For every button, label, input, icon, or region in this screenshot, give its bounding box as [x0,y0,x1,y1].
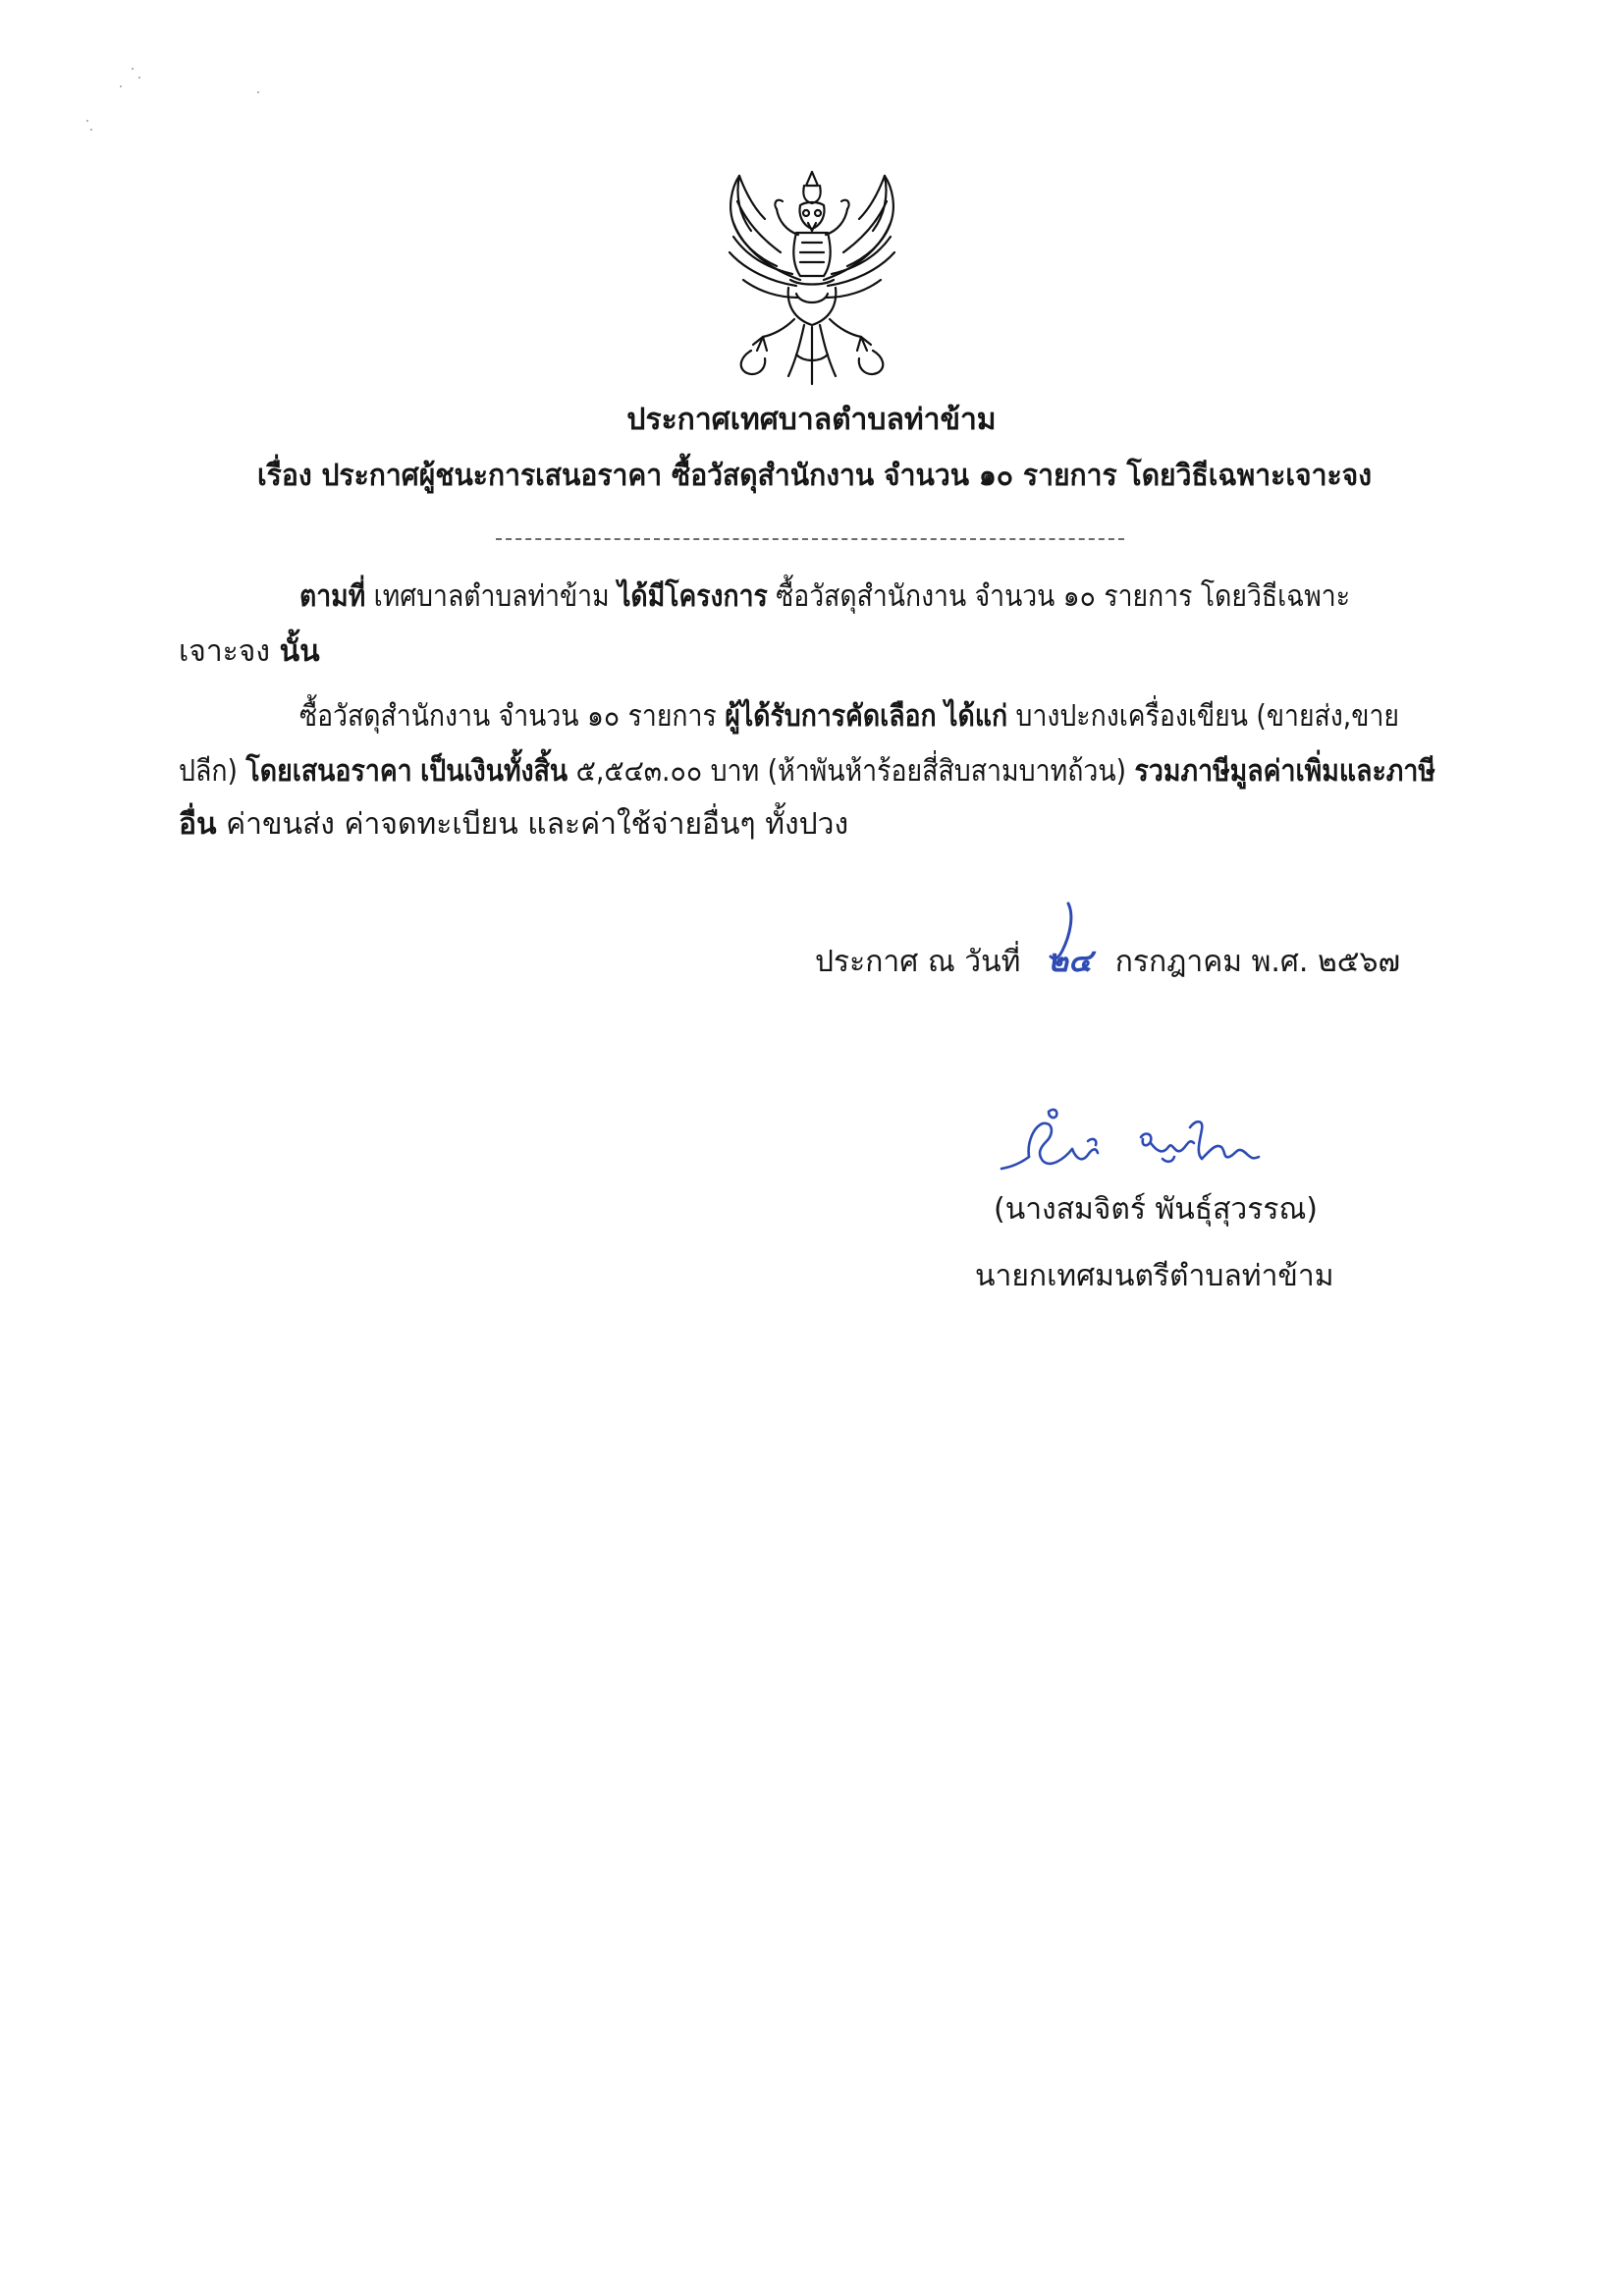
text-segment: ค่าขนส่ง ค่าจดทะเบียน และค่าใช้จ่ายอื่นๆ ทั้งปวง [216,807,849,842]
text-segment: เป็นเงินทั้งสิ้น [420,754,568,789]
text-segment: เรื่อง ประกาศผู้ชนะการเสนอราคา [257,459,673,493]
date-month-year: กรกฎาคม พ.ศ. ๒๕๖๗ [1114,945,1401,979]
scan-speck [138,77,140,79]
text-segment: นั้น [279,634,320,669]
body-line-1 [299,577,1350,617]
date-prefix: ประกาศ ณ วันที่ [815,945,1021,979]
body-line-3 [299,697,1399,737]
subject-line-inner [257,457,1372,496]
date-day-handwritten: ๒๔ [1047,942,1093,979]
text-segment: อื่น [179,807,217,842]
text-segment: เทศบาลตำบลท่าข้าม [365,579,619,614]
body-line-5-inner [179,805,848,845]
handwritten-day-stroke [1011,896,1119,990]
text-segment: ๕,๕๔๓.๐๐ บาท (ห้าพันห้าร้อยสี่สิบสามบาทถ้วน) [568,754,1135,789]
text-segment [937,699,945,734]
text-segment: ซื้อวัสดุสำนักงาน จำนวน ๑๐ รายการ [299,699,726,734]
signer-name: (นางสมจิตร์ พันธุ์สุวรรณ) [994,1192,1319,1227]
text-segment: ซื้อวัสดุสำนักงาน จำนวน ๑๐ รายการ โดยวิธีเฉพาะเจาะจง [672,459,1372,493]
text-segment: เจาะจง [179,634,280,669]
scan-speck [86,120,88,122]
body-line-4-inner [179,752,1435,792]
text-segment: ได้มีโครงการ [618,579,768,614]
text-segment: ปลีก) [179,754,246,789]
subject-line [257,457,1372,496]
text-segment: ผู้ได้รับการคัดเลือก [725,699,937,734]
body-line-2 [179,632,768,672]
garuda-emblem-icon [694,162,930,398]
body-line-3-inner [299,697,1399,737]
text-segment: บางปะกงเครื่องเขียน (ขายส่ง,ขาย [1007,699,1399,734]
text-segment [412,754,420,789]
scan-speck [90,129,92,131]
body-line-5 [179,805,925,845]
scan-speck [257,91,259,93]
signer-position: นายกเทศมนตรีตำบลท่าข้าม [975,1259,1334,1293]
scan-speck [120,85,122,87]
issuer-heading: ประกาศเทศบาลตำบลท่าข้าม [626,403,997,437]
text-segment: ซื้อวัสดุสำนักงาน จำนวน ๑๐ รายการ โดยวิธีเฉพาะ [767,579,1350,614]
body-line-1-inner [299,577,1350,617]
separator-rule [496,538,1124,540]
body-line-4 [179,752,1435,792]
body-line-2-inner [179,632,320,672]
text-segment: รวมภาษีมูลค่าเพิ่มและภาษี [1134,754,1435,789]
text-segment: โดยเสนอราคา [245,754,412,789]
scan-speck [132,68,134,70]
handwritten-signature [994,1098,1278,1188]
text-segment: ตามที่ [299,579,366,614]
text-segment: ได้แก่ [945,699,1008,734]
